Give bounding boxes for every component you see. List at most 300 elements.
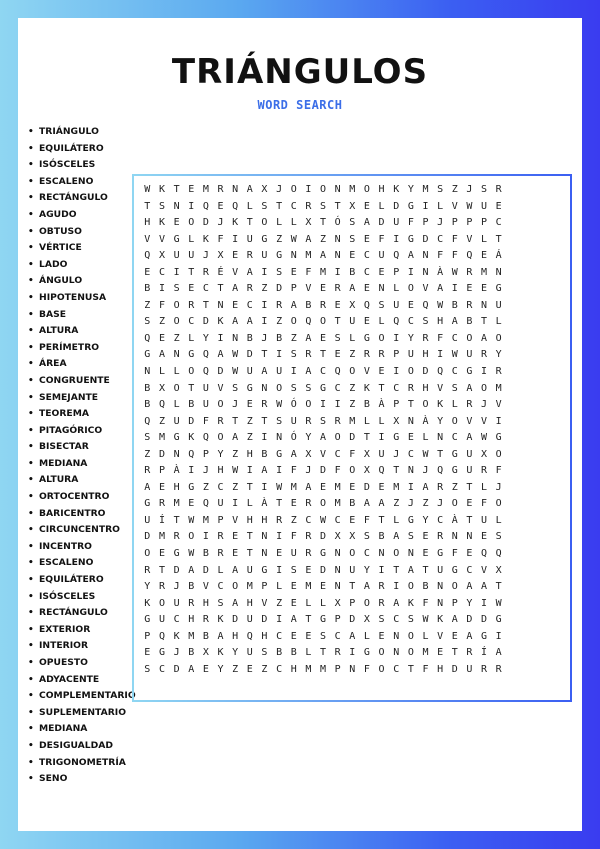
grid-cell: I (232, 233, 239, 245)
grid-cell: U (481, 514, 488, 526)
grid-cell: L (495, 316, 502, 328)
grid-cell: F (290, 465, 297, 477)
grid-cell: E (173, 217, 180, 229)
grid-cell: E (158, 332, 165, 344)
grid-cell: A (319, 250, 327, 262)
grid-cell: T (144, 200, 151, 212)
grid-cell: D (349, 614, 356, 626)
grid-cell: A (144, 481, 151, 493)
grid-cell: I (393, 332, 400, 344)
grid-cell: A (217, 630, 224, 642)
grid-cell: D (363, 481, 370, 493)
grid-cell: Q (393, 316, 400, 328)
grid-cell: O (305, 399, 312, 411)
grid-cell: A (481, 581, 488, 593)
grid-cell: K (188, 432, 195, 444)
grid-cell: F (451, 548, 458, 560)
grid-cell: L (319, 597, 327, 609)
grid-cell: P (144, 630, 151, 642)
grid-cell: L (422, 630, 429, 642)
grid-cell: N (437, 432, 444, 444)
grid-cell: E (334, 349, 341, 361)
grid-cell: O (290, 316, 297, 328)
grid-cell: V (319, 448, 327, 460)
word-list-item: • MEDIANA (28, 721, 136, 738)
grid-cell: Ó (290, 399, 297, 411)
grid-cell: I (393, 581, 400, 593)
grid-cell: N (495, 266, 502, 278)
grid-cell: A (232, 597, 239, 609)
grid-cell: R (144, 465, 151, 477)
grid-cell: I (246, 465, 253, 477)
grid-cell: S (319, 415, 327, 427)
grid-cell: W (232, 349, 239, 361)
grid-cell: V (466, 415, 473, 427)
grid-cell: M (202, 184, 209, 195)
grid-cell: Z (451, 481, 458, 493)
grid-cell: O (144, 548, 151, 560)
word-list-item: • ALTURA (28, 472, 136, 489)
grid-cell: S (261, 200, 268, 212)
grid-cell: R (466, 266, 473, 278)
grid-cell: N (276, 432, 283, 444)
grid-cell: S (407, 614, 414, 626)
grid-cell: A (437, 283, 444, 295)
grid-cell: D (202, 564, 209, 576)
grid-cell: V (422, 283, 429, 295)
grid-cell: E (188, 283, 195, 295)
grid-cell: T (246, 217, 253, 229)
grid-cell: C (305, 514, 312, 526)
grid-cell: E (349, 250, 356, 262)
grid-cell: R (217, 415, 224, 427)
grid-cell: O (495, 448, 502, 460)
word-list-item: • BARICENTRO (28, 506, 136, 523)
grid-cell: A (305, 233, 312, 245)
grid-cell: O (481, 382, 488, 394)
grid-cell: U (466, 448, 473, 460)
grid-cell: C (158, 663, 165, 675)
grid-cell: M (422, 184, 429, 195)
word-list-item: • RECTÁNGULO (28, 190, 136, 207)
grid-cell: X (158, 382, 165, 394)
grid-cell: L (305, 647, 312, 659)
grid-cell: Q (232, 200, 239, 212)
grid-cell: W (232, 366, 239, 378)
grid-cell: R (481, 349, 488, 361)
grid-cell: M (319, 663, 327, 675)
grid-cell: T (334, 316, 341, 328)
grid-cell: O (378, 663, 385, 675)
grid-cell: C (407, 316, 414, 328)
grid-cell: T (319, 349, 327, 361)
grid-cell: I (276, 531, 283, 543)
grid-cell: U (466, 465, 473, 477)
grid-cell: R (202, 614, 209, 626)
grid-cell: T (232, 415, 239, 427)
word-list-item: • ORTOCENTRO (28, 489, 136, 506)
grid-cell: A (305, 366, 312, 378)
grid-cell: O (451, 415, 458, 427)
grid-cell: N (393, 647, 400, 659)
grid-cell: N (407, 465, 414, 477)
grid-cell: E (363, 283, 370, 295)
grid-cell: N (334, 233, 341, 245)
grid-cell: M (495, 382, 502, 394)
grid-cell: I (261, 316, 268, 328)
grid-cell: K (158, 217, 165, 229)
grid-cell: N (334, 184, 341, 195)
grid-cell: B (188, 647, 195, 659)
grid-cell: B (349, 266, 356, 278)
grid-cell: Q (144, 415, 151, 427)
grid-cell: S (495, 531, 502, 543)
grid-cell: O (451, 581, 458, 593)
grid-cell: X (305, 217, 312, 229)
grid-cell: W (188, 514, 195, 526)
grid-row (134, 513, 570, 530)
grid-cell: D (319, 465, 327, 477)
grid-cell: J (481, 399, 488, 411)
grid-cell: T (481, 316, 488, 328)
grid-cell: T (261, 349, 268, 361)
grid-cell: E (481, 531, 488, 543)
grid-cell: N (334, 564, 341, 576)
grid-cell: L (290, 217, 297, 229)
grid-cell: D (466, 614, 473, 626)
grid-cell: U (144, 514, 151, 526)
word-list-item: • LADO (28, 257, 136, 274)
grid-cell: M (334, 498, 341, 510)
grid-cell: C (451, 366, 458, 378)
grid-cell: Y (217, 663, 224, 675)
grid-cell: G (319, 548, 327, 560)
grid-cell: G (188, 349, 195, 361)
grid-cell: N (217, 299, 224, 311)
grid-cell: U (290, 548, 297, 560)
grid-cell: L (422, 432, 429, 444)
grid-cell: L (276, 217, 283, 229)
grid-cell: O (276, 382, 283, 394)
grid-cell: E (466, 548, 473, 560)
grid-row (134, 563, 570, 580)
grid-cell: N (290, 250, 297, 262)
grid-cell: Z (144, 299, 151, 311)
grid-cell: P (451, 217, 458, 229)
grid-cell: Z (276, 316, 283, 328)
grid-cell: D (173, 663, 180, 675)
grid-cell: F (437, 332, 444, 344)
grid-cell: K (144, 597, 151, 609)
grid-cell: L (393, 283, 400, 295)
grid-cell: V (437, 630, 444, 642)
grid-cell: P (393, 399, 400, 411)
grid-cell: X (363, 465, 370, 477)
grid-cell: G (261, 233, 268, 245)
grid-cell: U (349, 316, 356, 328)
grid-cell: Z (261, 663, 268, 675)
grid-cell: Z (232, 448, 239, 460)
grid-cell: E (305, 630, 312, 642)
grid-cell: G (144, 614, 151, 626)
grid-cell: P (466, 217, 473, 229)
grid-cell: Z (422, 498, 429, 510)
grid-cell: C (451, 332, 458, 344)
grid-cell: L (437, 200, 444, 212)
grid-cell: S (319, 200, 327, 212)
grid-row (134, 215, 570, 232)
grid-cell: J (305, 465, 312, 477)
grid-cell: I (188, 465, 195, 477)
grid-cell: O (393, 548, 400, 560)
grid-cell: Q (393, 250, 400, 262)
grid-cell: Q (422, 299, 429, 311)
grid-cell: K (158, 184, 165, 195)
grid-cell: K (217, 316, 224, 328)
grid-cell: Q (144, 250, 151, 262)
grid-cell: N (334, 581, 341, 593)
grid-cell: I (217, 332, 224, 344)
grid-cell: F (363, 663, 370, 675)
grid-cell: S (378, 299, 385, 311)
grid-cell: L (276, 581, 283, 593)
grid-cell: Z (290, 514, 297, 526)
grid-cell: I (378, 432, 385, 444)
grid-cell: N (261, 531, 268, 543)
grid-cell: U (173, 597, 180, 609)
grid-cell: T (217, 283, 224, 295)
grid-cell: C (158, 266, 165, 278)
grid-cell: V (363, 366, 370, 378)
grid-cell: B (144, 382, 151, 394)
grid-cell: U (407, 349, 414, 361)
grid-cell: Í (158, 514, 165, 526)
word-list-item: • HIPOTENUSA (28, 290, 136, 307)
grid-cell: K (217, 614, 224, 626)
grid-cell: Z (349, 382, 356, 394)
grid-cell: K (407, 597, 414, 609)
grid-cell: E (319, 283, 327, 295)
grid-cell: D (393, 200, 400, 212)
grid-cell: E (319, 332, 327, 344)
grid-row (134, 397, 570, 414)
grid-cell: V (217, 382, 224, 394)
grid-cell: B (276, 647, 283, 659)
grid-cell: Z (173, 332, 180, 344)
grid-cell: W (466, 200, 473, 212)
grid-cell: O (232, 581, 239, 593)
grid-cell: Q (202, 366, 209, 378)
grid-row (134, 314, 570, 331)
grid-cell: O (349, 465, 356, 477)
grid-cell: Z (451, 184, 458, 195)
grid-cell: I (407, 481, 414, 493)
grid-cell: R (217, 548, 224, 560)
grid-cell: A (363, 217, 370, 229)
grid-cell: E (349, 514, 356, 526)
grid-cell: A (188, 564, 195, 576)
word-list-item: • BASE (28, 307, 136, 324)
grid-cell: I (232, 498, 239, 510)
grid-cell: B (378, 531, 385, 543)
grid-cell: M (202, 514, 209, 526)
grid-cell: E (305, 564, 312, 576)
grid-cell: X (363, 614, 370, 626)
grid-cell: K (232, 217, 239, 229)
grid-cell: N (261, 548, 268, 560)
grid-cell: F (481, 498, 488, 510)
grid-cell: L (378, 415, 385, 427)
grid-cell: X (481, 448, 488, 460)
grid-row (134, 662, 570, 679)
grid-cell: O (378, 647, 385, 659)
grid-cell: U (246, 233, 253, 245)
grid-cell: E (495, 200, 502, 212)
grid-cell: Q (144, 332, 151, 344)
grid-cell: I (451, 283, 458, 295)
grid-cell: J (202, 250, 209, 262)
grid-cell: P (261, 581, 268, 593)
grid-cell: R (144, 564, 151, 576)
grid-cell: R (217, 531, 224, 543)
grid-cell: M (349, 184, 356, 195)
grid-cell: I (334, 266, 341, 278)
grid-cell: Y (437, 415, 444, 427)
grid-cell: A (261, 465, 268, 477)
grid-cell: L (495, 514, 502, 526)
grid-cell: G (481, 630, 488, 642)
grid-cell: J (437, 217, 444, 229)
grid-cell: F (305, 266, 312, 278)
grid-cell: R (305, 415, 312, 427)
grid-cell: T (466, 514, 473, 526)
grid-cell: L (188, 233, 195, 245)
grid-cell: T (349, 581, 356, 593)
grid-cell: E (290, 630, 297, 642)
grid-cell: À (451, 514, 458, 526)
word-list-item: • SUPLEMENTARIO (28, 705, 136, 722)
grid-cell: B (422, 581, 429, 593)
grid-cell: C (202, 283, 209, 295)
grid-cell: Z (393, 498, 400, 510)
grid-cell: C (217, 581, 224, 593)
grid-cell: V (232, 266, 239, 278)
grid-cell: A (232, 432, 239, 444)
grid-row (134, 480, 570, 497)
grid-cell: R (378, 581, 385, 593)
grid-cell: A (393, 531, 400, 543)
grid-cell: E (188, 184, 195, 195)
word-list-item: • AGUDO (28, 207, 136, 224)
grid-cell: M (481, 266, 488, 278)
grid-cell: T (466, 481, 473, 493)
grid-cell: G (393, 432, 400, 444)
grid-cell: W (319, 514, 327, 526)
grid-cell: G (276, 250, 283, 262)
grid-cell: E (407, 299, 414, 311)
grid-cell: E (363, 316, 370, 328)
grid-cell: X (334, 597, 341, 609)
grid-cell: N (261, 382, 268, 394)
grid-cell: Ó (290, 432, 297, 444)
grid-cell: X (393, 415, 400, 427)
word-list-item: • DESIGUALDAD (28, 738, 136, 755)
grid-cell: S (144, 432, 151, 444)
grid-cell: S (290, 382, 297, 394)
grid-cell: Q (202, 498, 209, 510)
grid-cell: C (334, 382, 341, 394)
grid-cell: M (319, 266, 327, 278)
grid-cell: Z (261, 283, 268, 295)
grid-cell: X (495, 564, 502, 576)
grid-cell: R (173, 531, 180, 543)
grid-cell: W (451, 266, 458, 278)
grid-cell: R (305, 548, 312, 560)
grid-cell: R (246, 283, 253, 295)
grid-cell: W (188, 548, 195, 560)
grid-cell: T (261, 415, 268, 427)
grid-cell: E (290, 498, 297, 510)
grid-cell: R (466, 299, 473, 311)
grid-cell: R (261, 399, 268, 411)
grid-cell: B (188, 581, 195, 593)
grid-cell: C (276, 630, 283, 642)
grid-cell: A (217, 349, 224, 361)
word-list-item: • ESCALENO (28, 174, 136, 191)
grid-cell: J (202, 465, 209, 477)
grid-cell: V (261, 597, 268, 609)
grid-cell: N (378, 548, 385, 560)
grid-cell: A (495, 647, 502, 659)
grid-cell: X (363, 448, 370, 460)
grid-cell: P (202, 448, 209, 460)
grid-cell: X (261, 184, 268, 195)
grid-row (134, 612, 570, 629)
grid-cell: H (246, 597, 253, 609)
grid-cell: A (407, 250, 414, 262)
grid-cell: S (290, 349, 297, 361)
grid-cell: E (363, 200, 370, 212)
grid-cell: H (422, 382, 429, 394)
grid-cell: I (261, 266, 268, 278)
grid-cell: U (246, 647, 253, 659)
grid-cell: Z (349, 349, 356, 361)
grid-cell: Z (158, 415, 165, 427)
grid-cell: F (217, 233, 224, 245)
grid-cell: H (437, 663, 444, 675)
word-list-item: • MEDIANA (28, 456, 136, 473)
grid-cell: X (349, 531, 356, 543)
grid-cell: H (246, 514, 253, 526)
grid-cell: G (495, 432, 502, 444)
grid-cell: E (144, 266, 151, 278)
grid-cell: A (466, 382, 473, 394)
grid-cell: Y (363, 564, 370, 576)
grid-cell: R (437, 481, 444, 493)
grid-cell: Y (495, 349, 502, 361)
grid-cell: U (378, 250, 385, 262)
grid-cell: C (363, 266, 370, 278)
word-list-item: • COMPLEMENTARIO (28, 688, 136, 705)
grid-cell: S (407, 531, 414, 543)
grid-row (134, 381, 570, 398)
grid-cell: C (393, 663, 400, 675)
grid-cell: L (481, 481, 488, 493)
grid-cell: O (173, 299, 180, 311)
grid-cell: A (188, 663, 195, 675)
grid-cell: C (393, 382, 400, 394)
grid-cell: A (378, 498, 385, 510)
